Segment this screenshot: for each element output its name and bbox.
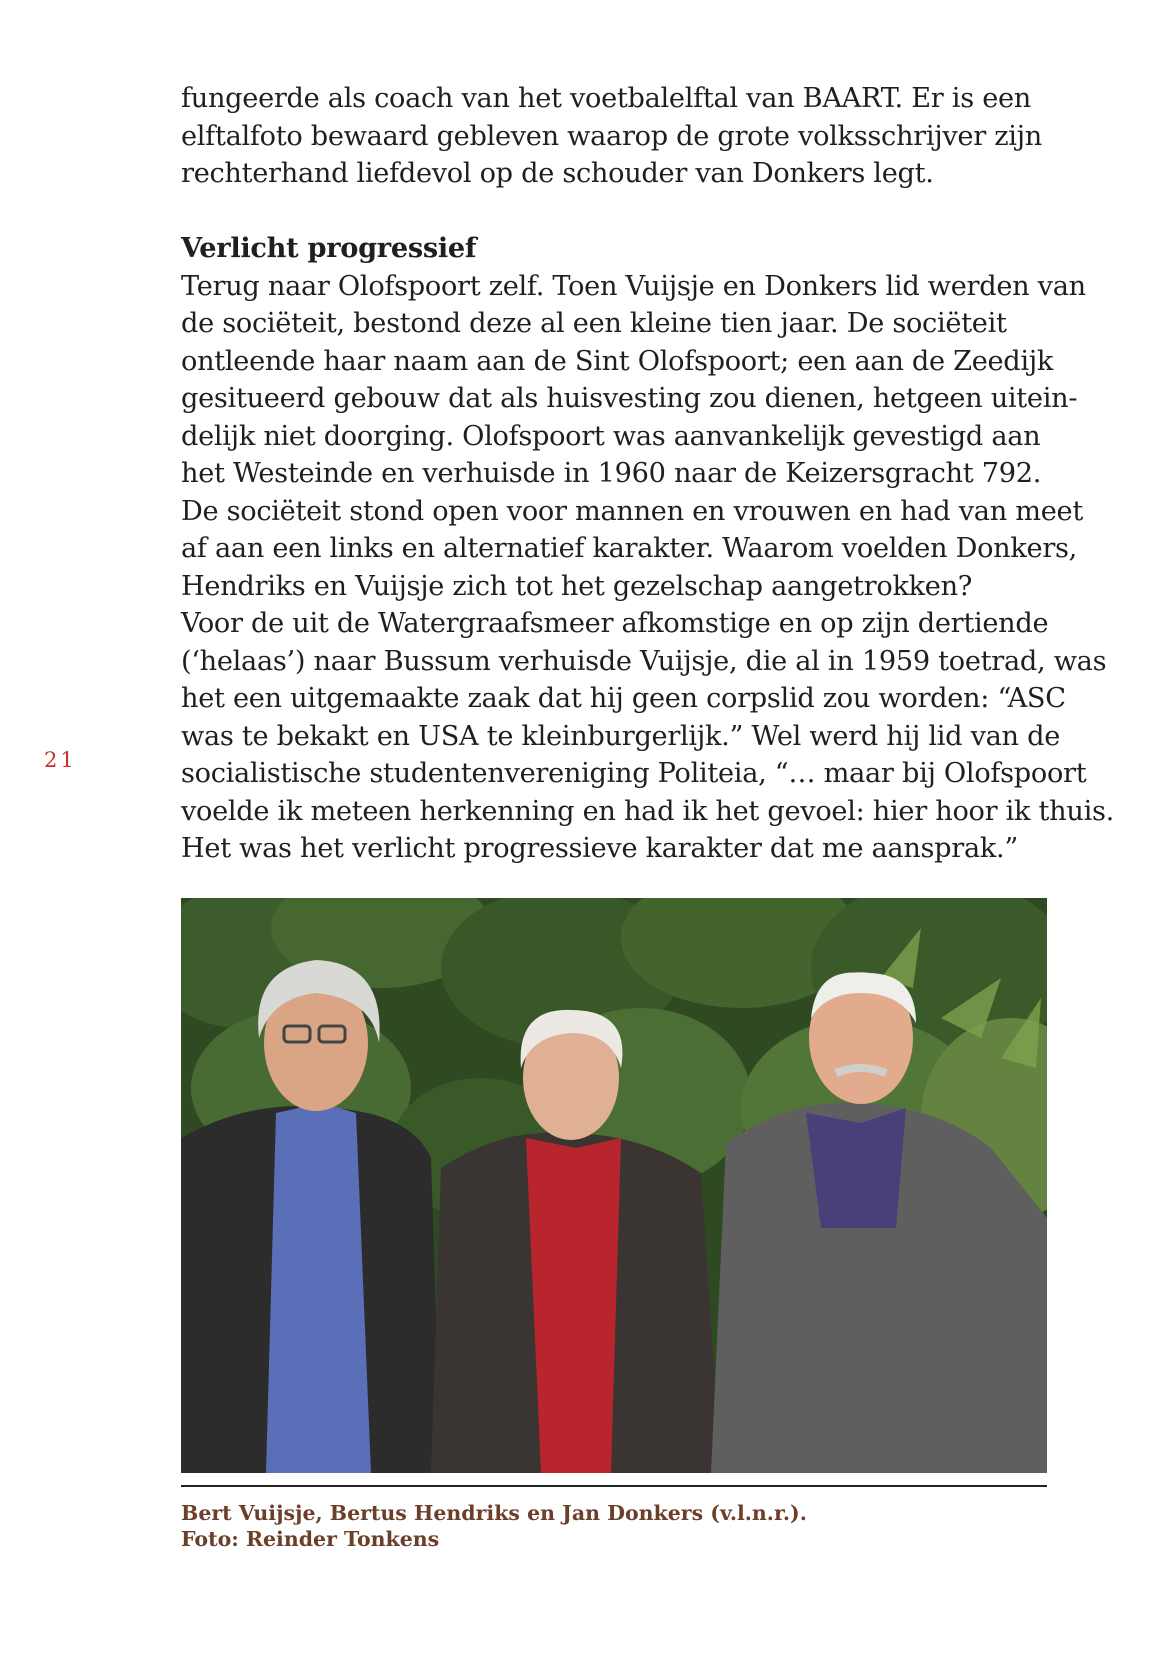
caption-line: Bert Vuijsje, Bertus Hendriks en Jan Donkers (v.l.n.r.). — [181, 1501, 807, 1525]
text-line: was te bekakt en USA te kleinburgerlijk.” Wel werd hij lid van de — [181, 720, 1060, 752]
text-line: socialistische studentenvereniging Politeia, “… maar bij Olofspoort — [181, 758, 1087, 789]
text-line: het Westeinde en verhuisde in 1960 naar de Keizersgracht 792. — [181, 458, 1042, 489]
text-line: elftalfoto bewaard gebleven waarop de grote volksschrijver zijn — [181, 120, 1043, 152]
text-line: de sociëteit, bestond deze al een kleine tien jaar. De sociëteit — [181, 308, 1007, 339]
group-photo-illustration — [181, 898, 1047, 1473]
text-line: af aan een links en alternatief karakter. Waarom voelden Donkers, — [181, 533, 1078, 564]
text-line: voelde ik meteen herkenning en had ik het gevoel: hier hoor ik thuis. — [181, 795, 1114, 827]
text-line: (‘helaas’) naar Bussum verhuisde Vuijsje, die al in 1959 toetrad, was — [181, 645, 1107, 677]
text-line: De sociëteit stond open voor mannen en vrouwen en had van meet — [181, 495, 1083, 527]
page-number: 21 — [44, 748, 77, 772]
photo-caption — [181, 1500, 807, 1552]
text-line: het een uitgemaakte zaak dat hij geen corpslid zou worden: “ASC — [181, 683, 1066, 714]
caption-divider — [181, 1485, 1047, 1487]
text-line: gesitueerd gebouw dat als huisvesting zou dienen, hetgeen uitein- — [181, 383, 1078, 414]
group-photo — [181, 898, 1047, 1473]
text-line: fungeerde als coach van het voetbalelftal van BAART. Er is een — [181, 83, 1031, 114]
text-line: delijk niet doorging. Olofspoort was aanvankelijk gevestigd aan — [181, 420, 1041, 452]
caption-credit: Foto: Reinder Tonkens — [181, 1527, 440, 1551]
article-text — [181, 80, 1114, 868]
paragraph-main — [181, 268, 1114, 868]
text-line: Voor de uit de Watergraafsmeer afkomstige en op zijn dertiende — [181, 608, 1049, 639]
section-heading: Verlicht progressief — [181, 232, 477, 264]
text-line: Terug naar Olofspoort zelf. Toen Vuijsje en Donkers lid werden van — [181, 270, 1086, 302]
text-line: rechterhand liefdevol op de schouder van Donkers legt. — [181, 158, 934, 189]
text-line: Het was het verlicht progressieve karakter dat me aansprak.” — [181, 833, 1018, 864]
text-line: ontleende haar naam aan de Sint Olofspoort; een aan de Zeedijk — [181, 345, 1054, 377]
paragraph-continued — [181, 80, 1061, 193]
text-line: Hendriks en Vuijsje zich tot het gezelschap aangetrokken? — [181, 570, 973, 602]
